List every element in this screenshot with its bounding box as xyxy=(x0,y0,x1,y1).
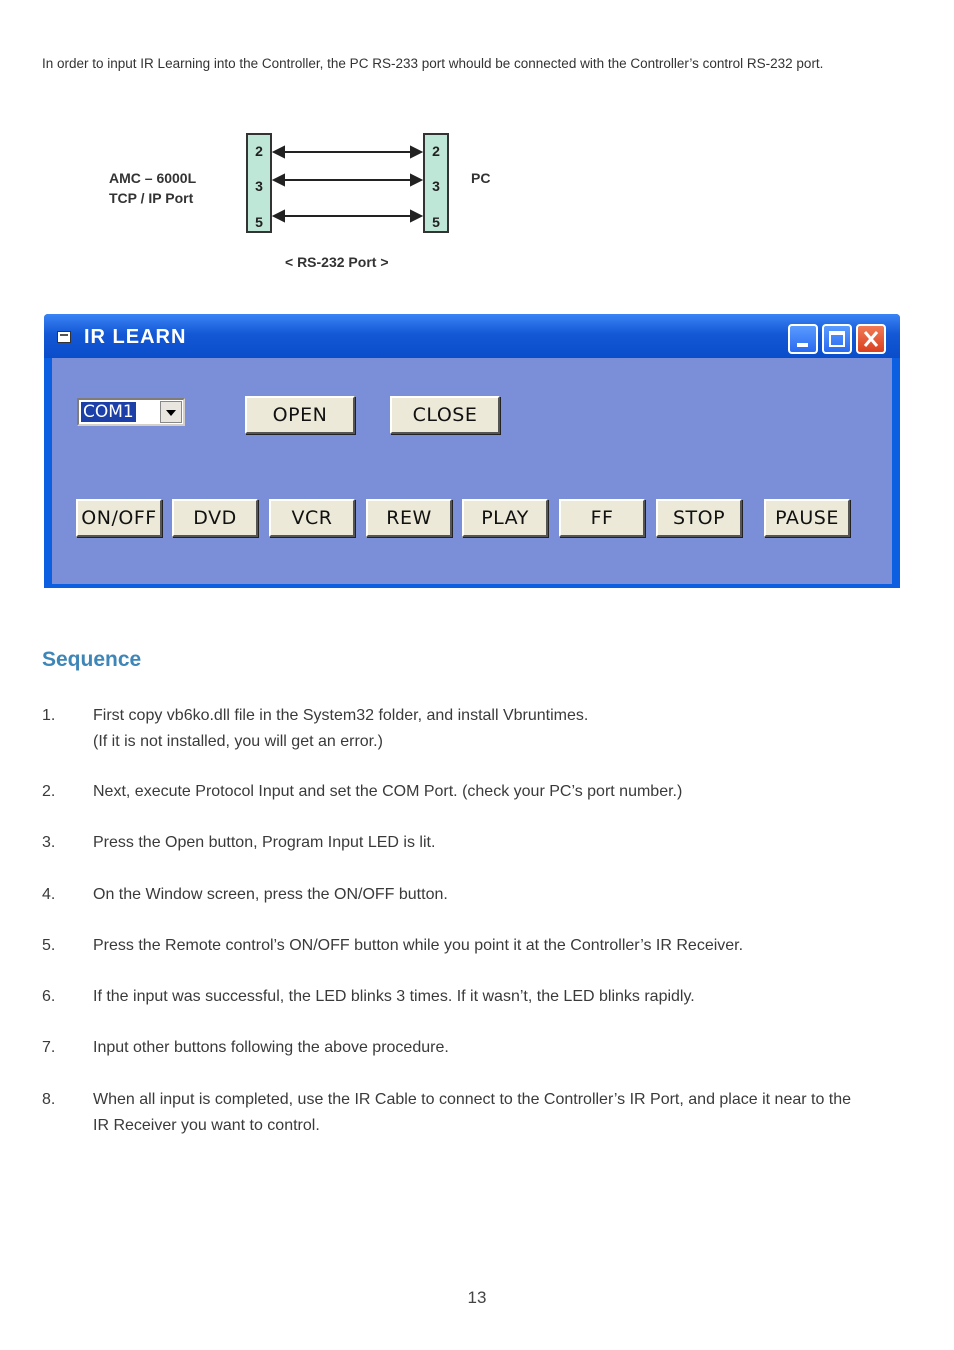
chevron-down-icon[interactable] xyxy=(160,401,182,423)
close-window-button[interactable] xyxy=(856,324,886,354)
left-pin-3: 3 xyxy=(255,178,263,194)
ff-button[interactable]: FF xyxy=(559,499,645,537)
step-text: On the Window screen, press the ON/OFF button. xyxy=(93,886,448,903)
window-titlebar[interactable] xyxy=(44,314,900,358)
step-text: Next, execute Protocol Input and set the COM Port. (check your PC’s port number.) xyxy=(93,783,683,800)
diagram-caption: < RS-232 Port > xyxy=(285,254,389,270)
com-port-value: COM1 xyxy=(83,402,134,422)
step-text xyxy=(93,1087,893,1139)
rew-button[interactable]: REW xyxy=(366,499,452,537)
play-button[interactable]: PLAY xyxy=(462,499,548,537)
stop-button[interactable]: STOP xyxy=(656,499,742,537)
step-number: 1. xyxy=(42,707,56,724)
close-icon xyxy=(858,326,884,352)
step-number: 3. xyxy=(42,834,56,851)
connection-arrows xyxy=(0,0,954,300)
step-text: If the input was successful, the LED blinks 3 times. If it wasn’t, the LED blinks rapidly. xyxy=(93,988,695,1005)
sequence-heading: Sequence xyxy=(42,648,142,671)
step-number: 8. xyxy=(42,1091,56,1108)
pause-button[interactable]: PAUSE xyxy=(764,499,850,537)
intro-text: In order to input IR Learning into the Controller, the PC RS-233 port whould be connected with the Controller’s control RS-232 port. xyxy=(42,56,824,71)
step-text: Press the Open button, Program Input LED is lit. xyxy=(93,834,436,851)
diagram-pc-label: PC xyxy=(471,170,491,186)
left-label-line1: AMC – 6000L xyxy=(109,170,197,186)
on-off-button[interactable]: ON/OFF xyxy=(76,499,162,537)
page-number: 13 xyxy=(467,1288,487,1307)
step-number: 2. xyxy=(42,783,56,800)
step-line: IR Receiver you want to control. xyxy=(93,1117,320,1134)
maximize-button[interactable] xyxy=(822,324,852,354)
left-label-line2: TCP / IP Port xyxy=(109,190,194,206)
right-pin-5: 5 xyxy=(432,214,440,230)
window-title: IR LEARN xyxy=(84,326,187,348)
step-number: 4. xyxy=(42,886,56,903)
window-client-area xyxy=(52,358,892,584)
left-pin-5: 5 xyxy=(255,214,263,230)
ir-learn-window xyxy=(44,314,900,588)
step-number: 5. xyxy=(42,937,56,954)
vcr-button[interactable]: VCR xyxy=(269,499,355,537)
com-port-select[interactable] xyxy=(77,398,185,426)
left-pin-2: 2 xyxy=(255,143,263,159)
step-line: When all input is completed, use the IR Cable to connect to the Controller’s IR Port, and place it near to the xyxy=(93,1091,852,1108)
step-number: 7. xyxy=(42,1039,56,1056)
step-number: 6. xyxy=(42,988,56,1005)
rs232-wiring-diagram xyxy=(0,0,954,300)
right-pin-2: 2 xyxy=(432,143,440,159)
maximize-icon xyxy=(829,331,845,347)
minimize-icon xyxy=(797,343,808,347)
close-button[interactable]: CLOSE xyxy=(390,396,500,434)
minimize-button[interactable] xyxy=(788,324,818,354)
step-line: (If it is not installed, you will get an error.) xyxy=(93,733,383,750)
open-button[interactable]: OPEN xyxy=(245,396,355,434)
step-text xyxy=(93,703,893,755)
right-pin-3: 3 xyxy=(432,178,440,194)
step-text: Press the Remote control’s ON/OFF button while you point it at the Controller’s IR Receiver. xyxy=(93,937,744,954)
step-text: Input other buttons following the above procedure. xyxy=(93,1039,449,1056)
step-line: First copy vb6ko.dll file in the System32 folder, and install Vbruntimes. xyxy=(93,707,589,724)
window-app-icon xyxy=(57,331,71,343)
dvd-button[interactable]: DVD xyxy=(172,499,258,537)
